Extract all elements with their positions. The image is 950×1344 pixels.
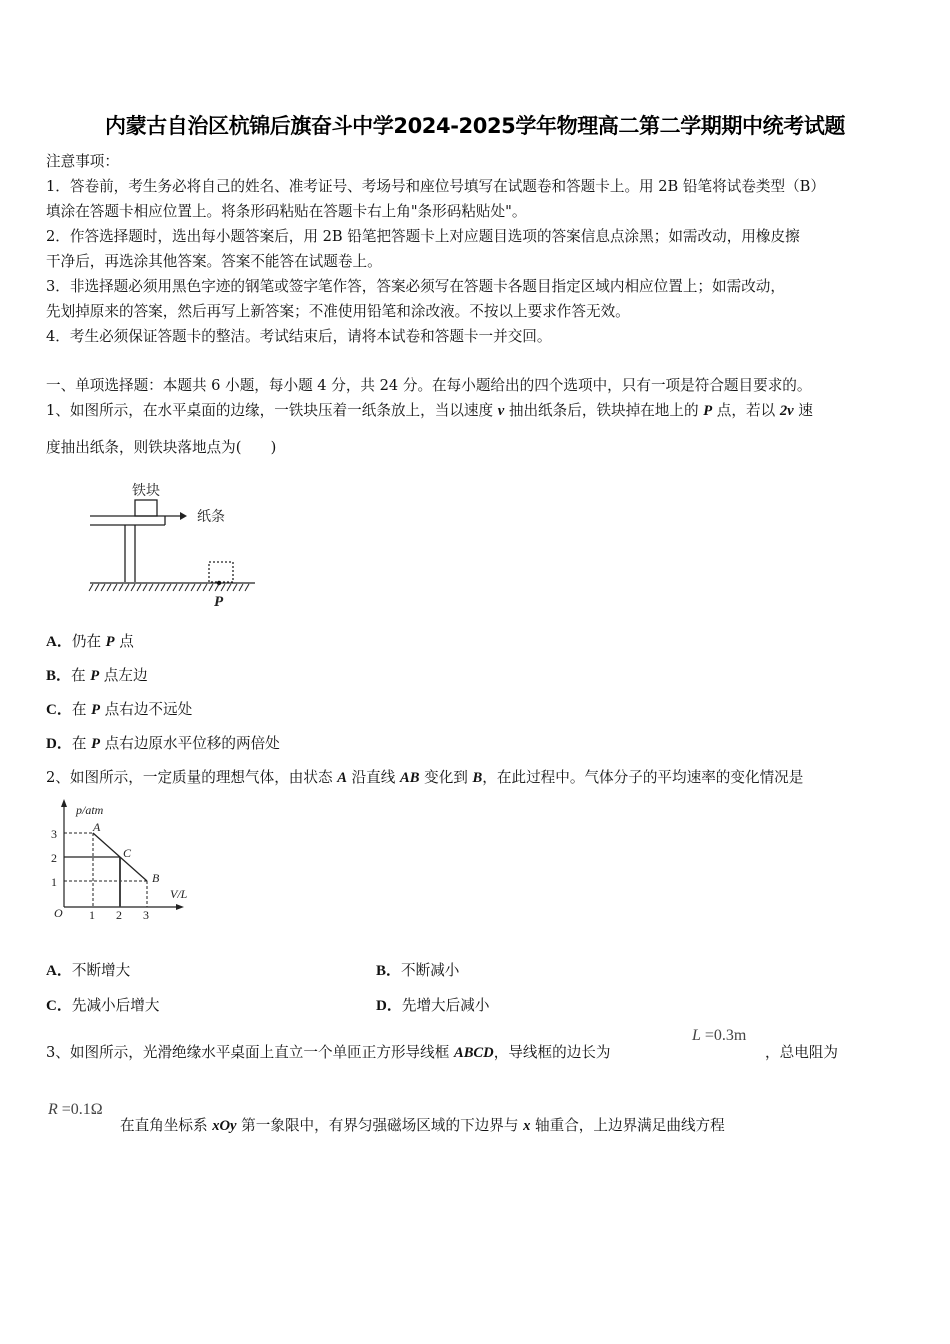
svg-text:V/L: V/L	[170, 887, 188, 901]
svg-text:3: 3	[143, 908, 149, 922]
question-1-figure	[85, 475, 270, 615]
svg-text:2: 2	[51, 851, 57, 865]
svg-text:B: B	[152, 871, 160, 885]
notice-item-2-line-1: 2．作答选择题时，选出每小题答案后，用 2B 铅笔把答题卡上对应题目选项的答案信息点涂黑；如需改动，用橡皮擦	[46, 228, 800, 245]
paper-strip-label: 纸条	[197, 510, 225, 525]
formula-resistance: R =0.1Ω	[48, 1101, 103, 1118]
question-1-option-c[interactable]: C．在 P 点右边不远处	[46, 701, 193, 718]
iron-block-label: 铁块	[132, 484, 160, 499]
question-1-option-a[interactable]: A．仍在 P 点	[46, 633, 134, 650]
svg-text:O: O	[54, 906, 63, 920]
svg-text:2: 2	[116, 908, 122, 922]
notice-heading: 注意事项：	[46, 153, 119, 170]
question-2-option-b[interactable]: B．不断减小	[376, 962, 460, 979]
svg-text:p/atm: p/atm	[76, 803, 104, 817]
question-3-text-line-1-end: ，总电阻为	[765, 1044, 838, 1061]
notice-item-3-line-2: 先划掉原来的答案，然后再写上新答案；不准使用铅笔和涂改液。不按以上要求作答无效。	[46, 303, 630, 320]
question-2-text: 2、如图所示，一定质量的理想气体，由状态 A 沿直线 AB 变化到 B，在此过程中。气体分子的平均速率的变化情况是	[46, 769, 804, 786]
question-1-text-line-1: 1、如图所示，在水平桌面的边缘，一铁块压着一纸条放上，当以速度 v 抽出纸条后，铁块掉在地上的 P 点，若以 2v 速	[46, 402, 813, 419]
question-2-option-d[interactable]: D．先增大后减小	[376, 997, 490, 1014]
point-p-label: P	[214, 594, 224, 610]
svg-text:1: 1	[51, 875, 57, 889]
notice-item-4: 4．考生必须保证答题卡的整洁。考试结束后，请将本试卷和答题卡一并交回。	[46, 328, 552, 345]
page-title: 内蒙古自治区杭锦后旗奋斗中学2024-2025学年物理高二第二学期期中统考试题	[104, 114, 845, 138]
notice-item-3-line-1: 3．非选择题必须用黑色字迹的钢笔或签字笔作答，答案必须写在答题卡各题目指定区域内相应位置上；如需改动，	[46, 278, 785, 295]
question-3-text-line-2: 在直角坐标系 xOy 第一象限中，有界匀强磁场区域的下边界与 x 轴重合，上边界满足曲线方程	[120, 1117, 725, 1134]
svg-text:A: A	[93, 820, 101, 834]
question-1-text-line-2: 度抽出纸条，则铁块落地点为( )	[46, 439, 277, 456]
question-1-option-b[interactable]: B．在 P 点左边	[46, 667, 148, 684]
question-3-text-line-1: 3、如图所示，光滑绝缘水平桌面上直立一个单匝正方形导线框 ABCD，导线框的边长为	[46, 1044, 611, 1061]
svg-text:C: C	[123, 846, 132, 860]
question-2-option-a[interactable]: A．不断增大	[46, 962, 131, 979]
notice-item-1-line-1: 1．答卷前，考生务必将自己的姓名、准考证号、考场号和座位号填写在试题卷和答题卡上。用 2B 铅笔将试卷类型（B）	[46, 178, 825, 195]
question-1-option-d[interactable]: D．在 P 点右边原水平位移的两倍处	[46, 735, 280, 752]
question-2-option-c[interactable]: C．先减小后增大	[46, 997, 160, 1014]
svg-text:3: 3	[51, 827, 57, 841]
question-2-pv-chart	[48, 797, 203, 922]
svg-text:1: 1	[89, 908, 95, 922]
section-1-heading: 一、单项选择题：本题共 6 小题，每小题 4 分，共 24 分。在每小题给出的四个选项中，只有一项是符合题目要求的。	[46, 377, 812, 394]
notice-item-2-line-2: 干净后，再选涂其他答案。答案不能答在试题卷上。	[46, 253, 382, 270]
notice-item-1-line-2: 填涂在答题卡相应位置上。将条形码粘贴在答题卡右上角"条形码粘贴处"。	[46, 203, 527, 220]
formula-side-length: L =0.3m	[692, 1027, 747, 1044]
